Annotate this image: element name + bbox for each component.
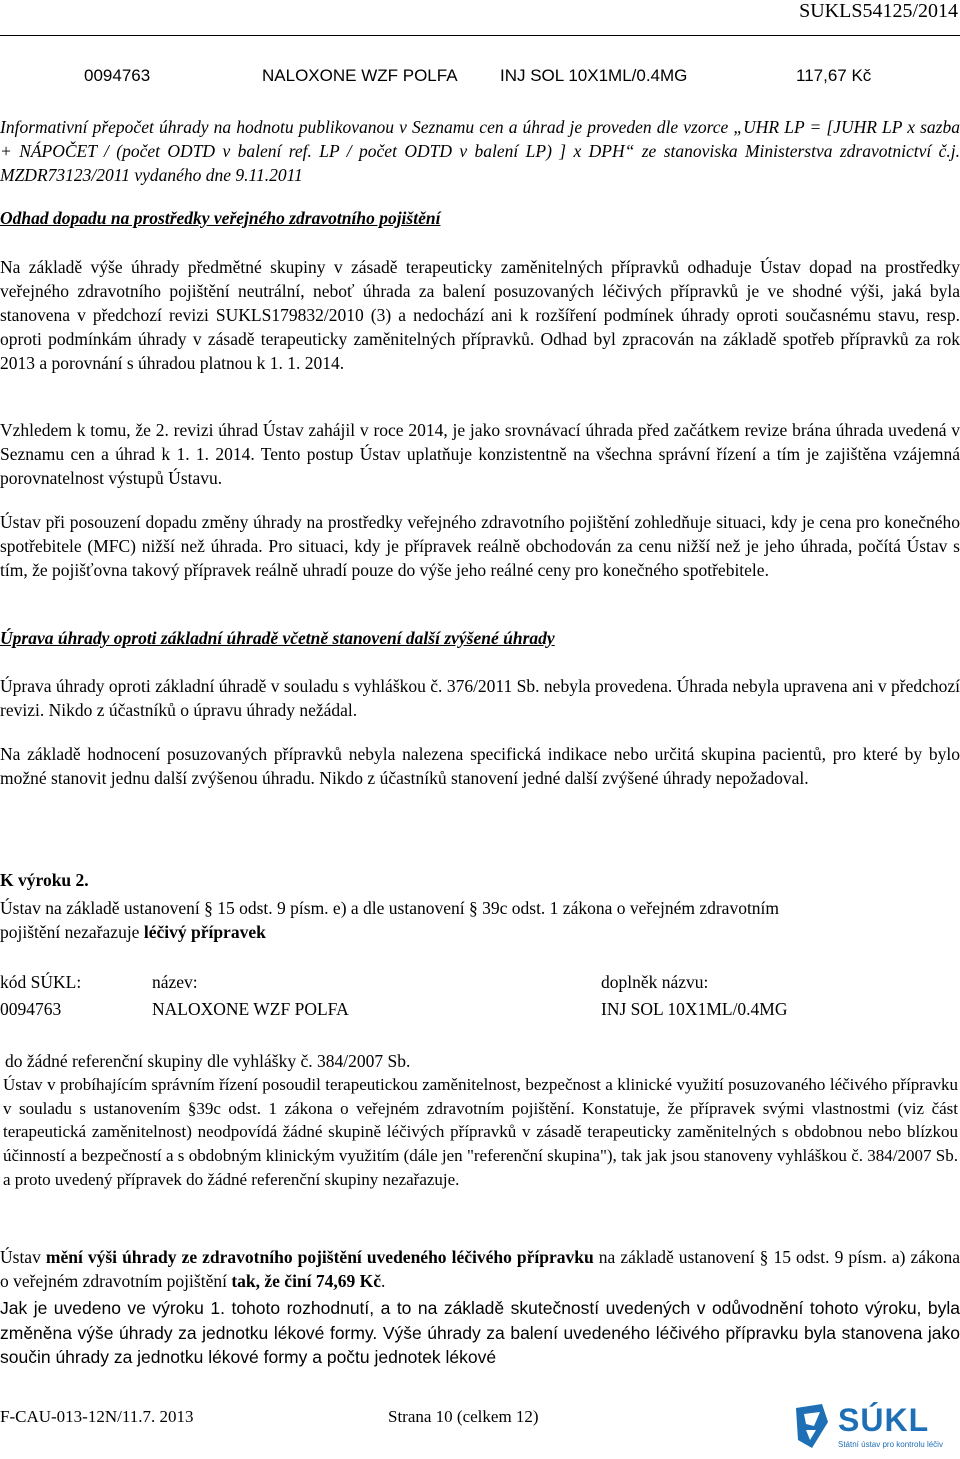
reference-group-line: do žádné referenční skupiny dle vyhlášky č. 384/2007 Sb. xyxy=(5,1051,411,1071)
row-name: NALOXONE WZF POLFA xyxy=(262,66,458,85)
logo-text: SÚKL xyxy=(838,1402,930,1438)
footer-form-code: F-CAU-013-12N/11.7. 2013 xyxy=(0,1407,194,1426)
value-code: 0094763 xyxy=(0,999,62,1019)
impact-paragraph-3: Ústav při posouzení dopadu změny úhrady na prostředky veřejného zdravotního pojištění zohledňuje situaci, kdy je cena pro konečného spotřebitele (MFC) nižší než úhrada. Pro situaci, kdy je přípravek reálně obchodován za cenu nižší než je jeho úhrada, počítá Ústav s tím, že pojišťovna takový přípravek reálně uhradí pouze do výše jeho reálné ceny pro konečného spotřebitele. xyxy=(0,512,960,580)
verdict-intro-line-1: Ústav na základě ustanovení § 15 odst. 9 písm. e) a dle ustanovení § 39c odst. 1 zákona o veřejném zdravotním xyxy=(0,898,780,918)
change-part-a: Ústav xyxy=(0,1247,46,1267)
verdict-final-paragraph: Jak je uvedeno ve výroku 1. tohoto rozhodnutí, a to na základě skutečností uvedených v odůvodnění tohoto výroku, byla změněna výše úhrady za jednotku lékové formy. Výše úhrady za balení uvedeného léčivého přípravku byla stanovena jako součin úhrady za jednotku lékové formy a počtu jednotek lékové xyxy=(0,1298,960,1367)
value-suffix: INJ SOL 10X1ML/0.4MG xyxy=(601,999,788,1019)
change-part-d: tak, že činí 74,69 Kč xyxy=(231,1271,382,1291)
verdict-process-paragraph: Ústav v probíhajícím správním řízení posoudil terapeutickou zaměnitelnost, bezpečnost a klinické využití posuzovaného léčivého přípravku v souladu s ustanovením §39c odst. 1 zákona o veřejném zdravotním pojištění. Konstatuje, že přípravek svými vlastnostmi (viz část terapeutická zaměnitelnost) neodpovídá žádné skupině léčivých přípravků v zásadě terapeuticky zaměnitelných s obdobnou nebo blízkou účinností a bezpečností a s obdobným klinickým využitím (dále jen "referenční skupina"), tak jak jsou stanoveny vyhláškou č. 384/2007 Sb. a proto uvedený přípravek do žádné referenční skupiny nezařazuje. xyxy=(3,1075,958,1189)
verdict-heading: K výroku 2. xyxy=(0,870,89,890)
adjustment-heading: Úprava úhrady oproti základní úhradě včetně stanovení další zvýšené úhrady xyxy=(0,628,555,648)
label-name: název: xyxy=(152,972,198,992)
row-code: 0094763 xyxy=(84,66,151,85)
verdict-change-paragraph xyxy=(0,1245,960,1293)
informative-note: Informativní přepočet úhrady na hodnotu publikovanou v Seznamu cen a úhrad je proveden dle vzorce „UHR LP = [JUHR LP x sazba + NÁPOČET / (počet ODTD v balení ref. LP / počet ODTD v balení LP) ] x DPH“ ze stanoviska Ministerstva zdravotnictví č.j. MZDR73123/2011 vydaného dne 9.11.2011 xyxy=(0,117,960,185)
label-suffix: doplněk názvu: xyxy=(601,972,709,992)
row-form: INJ SOL 10X1ML/0.4MG xyxy=(500,66,688,85)
logo-subtitle: Státní ústav pro kontrolu léčiv xyxy=(838,1440,943,1449)
impact-heading: Odhad dopadu na prostředky veřejného zdravotního pojištění xyxy=(0,208,441,228)
value-name: NALOXONE WZF POLFA xyxy=(152,999,349,1019)
footer-page-number: Strana 10 (celkem 12) xyxy=(388,1407,539,1426)
impact-paragraph-1: Na základě výše úhrady předmětné skupiny v zásadě terapeuticky zaměnitelných přípravků odhaduje Ústav dopad na prostředky veřejného zdravotního pojištění neutrální, neboť úhrada za balení posuzovaných léčivých přípravků je ve shodné výši, jaká byla stanovena v předchozí revizi SUKLS179832/2010 (3) a nedochází ani k rozšíření podmínek úhrady oproti současnému stavu, resp. oproti podmínkám úhrady v zásadě terapeuticky zaměnitelných přípravků. Odhad byl zpracován na základě spotřeb přípravků za rok 2013 a porovnání s úhradou platnou k 1. 1. 2014. xyxy=(0,257,960,373)
header-divider xyxy=(0,35,960,36)
verdict-intro-line-2: pojištění nezařazuje xyxy=(0,922,144,942)
sukl-logo xyxy=(792,1402,956,1454)
impact-paragraph-2: Vzhledem k tomu, že 2. revizi úhrad Ústav zahájil v roce 2014, je jako srovnávací úhrada před začátkem revize brána úhrada uvedená v Seznamu cen a úhrad k 1. 1. 2014. Tento postup Ústav uplatňuje konzistentně na všechna správní řízení a tím je zajištěna vzájemná porovnatelnost výstupů Ústavu. xyxy=(0,420,960,488)
label-code: kód SÚKL: xyxy=(0,972,82,992)
verdict-intro xyxy=(0,896,960,944)
row-price: 117,67 Kč xyxy=(796,66,872,85)
change-part-e: . xyxy=(381,1271,386,1291)
adjustment-paragraph-1: Úprava úhrady oproti základní úhradě v souladu s vyhláškou č. 376/2011 Sb. nebyla provedena. Úhrada nebyla upravena ani v předchozí revizi. Nikdo z účastníků o úpravu úhrady nežádal. xyxy=(0,676,960,720)
verdict-intro-bold: léčivý přípravek xyxy=(143,922,266,942)
change-part-c: na základě ustanovení § 15 odst. 9 písm. a) zákona o veřejném zdravotním pojištění xyxy=(0,1247,960,1291)
document-reference-number: SUKLS54125/2014 xyxy=(799,0,958,22)
change-part-b: mění výši úhrady ze zdravotního pojištění uvedeného léčivého přípravku xyxy=(45,1247,594,1267)
adjustment-paragraph-2: Na základě hodnocení posuzovaných přípravků nebyla nalezena specifická indikace nebo určitá skupina pacientů, pro které by bylo možné stanovit jednu další zvýšenou úhradu. Nikdo z účastníků stanovení jedné další zvýšené úhrady nepožadoval. xyxy=(0,744,960,788)
